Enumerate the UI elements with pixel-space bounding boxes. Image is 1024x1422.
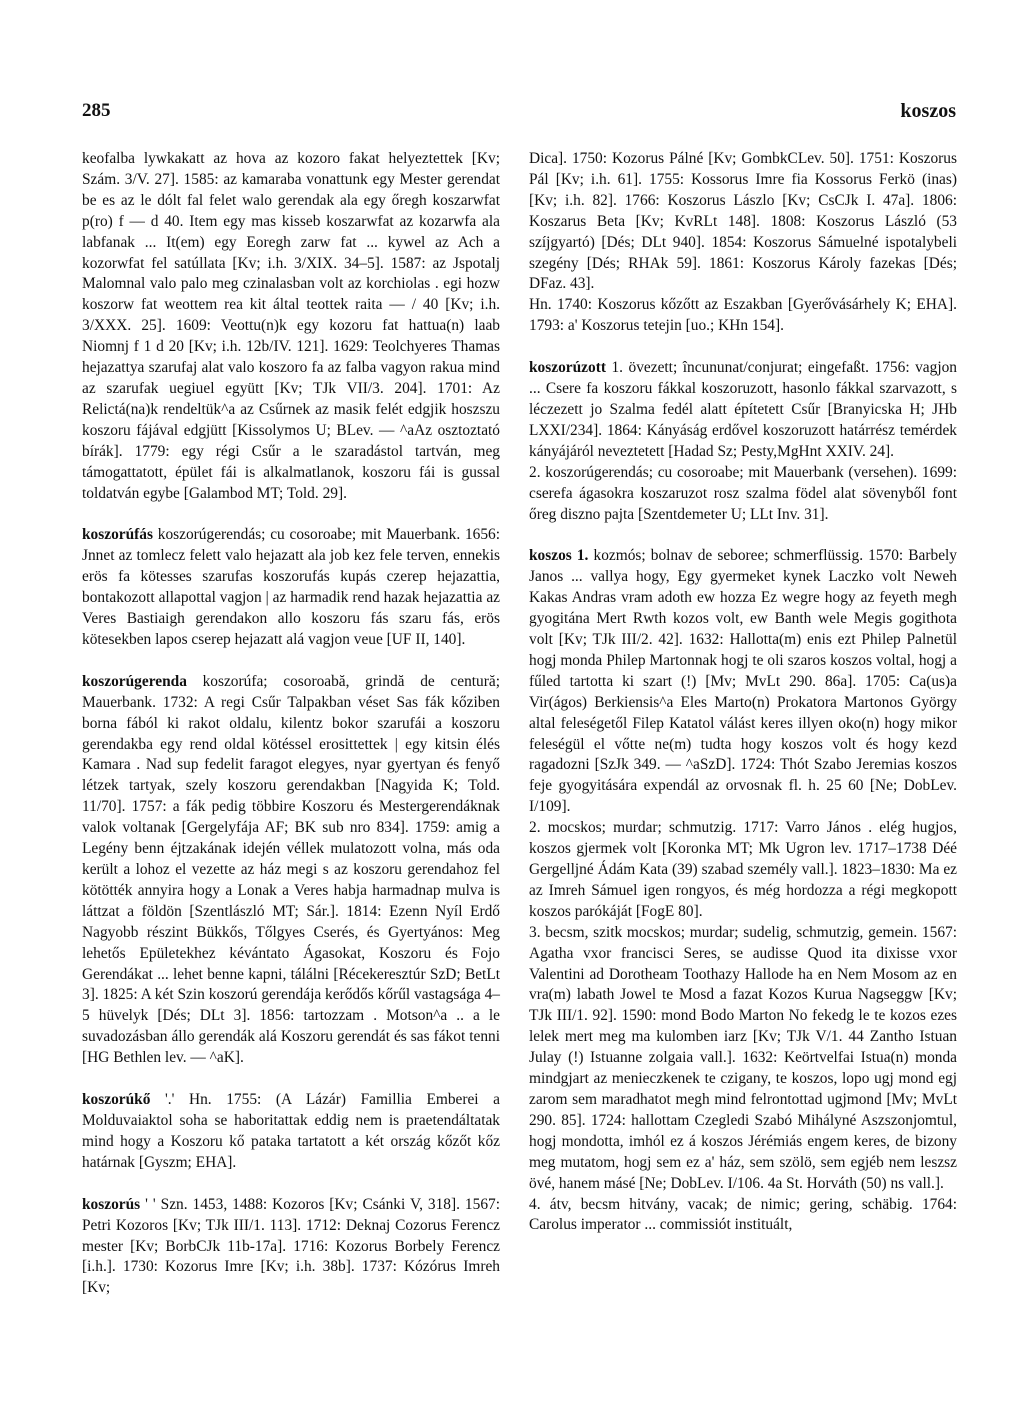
paragraph-text: 2. mocskos; murdar; schmutzig. 1717: Varro János . elég hugjos, koszos gjermek volt [Koronka MT; Mk Ugron lev. 1717–1738 Déé Gergelljné Ádám Kata (39) szabad személy vall.]. 1823–1830: Ma ez az Imreh Sámuel igen rongyos, és még hordozza a régi megkopott koszos parókáját [FogE 80]. [529, 819, 957, 920]
paragraph-text: 4. átv, becsm hitvány, vacak; de nimic; gering, schäbig. 1764: Carolus imperator ... commissiót instituált, [529, 1195, 957, 1234]
entry-text: 1. övezett; încununat/conjurat; eingefaßt. 1756: vagjon ... Csere fa koszoru fákkal koszoruzott, hasonlo fákkal szarvazott, s léczezett jo Szalma fedél alatt építetett Csűr [Branyicska H; JHb LXXI/234]. 1864: Kányáság erdővel koszoruzott határrész temérdek kányájáról neveztetett [Hadad Sz; Pesty,MgHnt XXIV. 24]. [529, 359, 957, 460]
headword: koszorúfás [82, 526, 153, 544]
paragraph-text: 3. becsm, szitk mocskos; murdar; sudelig, schmutzig, gemein. 1567: Agatha vxor francisci Seres, se audisse Quod ita dixisse vxor Valentini ad Dorotheam Toothazy Hallode ha en Nem Mosom az en vra(m) labath Jowel te Mosd a fazat Kozos Kurua Nagseggw [Kv; TJk III/1. 92]. 1590: mond Bodo Marton No fekedg le te kozos ezes lelek mert meg ma kulomben iarz [Kv; TJk V/1. 44 Zantho Istuan Julay (!) Istuanne zolgaia vall.]. 1632: Keörtvelfai Istua(n) monda mindgjart az menieczkenek te czigany, te koszos, lopo ugj mond egj zarom sem maradhatot megh mind felrontottad ugjmond [Mv; MvLt 290. 85]. 1724: hallottam Czegledi Szabó Mihályné Aszszonjomtul, hogj mondotta, imhól ez á koszos Jérémiás engem keres, de bizony meg mutatom, hogj sem ez a' ház, sem szölö, sem egjéb nem leszsz övé, hanem másé [Ne; DobLev. I/106. 4a St. Horváth (50) ns vall.]. [529, 923, 957, 1192]
paragraph-text: Dica]. 1750: Kozorus Pálné [Kv; GombkCLev. 50]. 1751: Koszorus Pál [Kv; i.h. 61]. 1755: Kossorus Imre fia Kossorus Ferkö (inas) [Kv; i.h. 82]. 1766: Koszorus Lászlo [Kv; CsCJk I. 47a]. 1806: Koszarus Beta [Kv; KvRLt 148]. 1808: Koszorus László (53 szíjgyartó) [Dés; DLt 940]. 1854: Koszorus Sámuelné ispotalybeli szegény [Dés; RHAk 59]. 1861: Koszorus Károly fazekas [Dés; DFaz. 43]. [529, 150, 957, 293]
paragraph [529, 1195, 957, 1237]
headword: koszorúkő [82, 1091, 151, 1109]
page-number: 285 [82, 100, 111, 121]
paragraph-text: 2. koszorúgerendás; cu cosoroabe; mit Mauerbank (versehen). 1699: cserefa ágasokra koszaruzot rosz szalma födel alat sövenyből font őreg diszno pajta [Szentdemeter U; LLt Inv. 31]. [529, 463, 957, 523]
headword: koszos 1. [529, 547, 589, 565]
paragraph-text: Hn. 1740: Koszorus kőzőtt az Eszakban [Gyerővásárhely K; EHA]. 1793: a' Koszorus tetejin [uo.; KHn 154]. [529, 296, 957, 335]
entry-text: koszorúfa; cosoroabă, grindă de centură; Mauerbank. 1732: A regi Csűr Talpakban véset Sas fák kőziben borna fából ki rakot oldalu, kilentz bokor szarufái a koszoru gerendakba egy rend oldal kötéssel erosittettek | egy kitsin élés Kamara . Nad sup fedelit faragot elegyes, nyar gyertyan és fenyő létzek tartyak, szely koszoru gerendakban [Nagyida K; Told. 11/70]. 1757: a fák pedig többire Koszoru és Mestergerendáknak valok voltanak [Gergelyfája AF; BK sub nro 834]. 1759: amig a Legény benn éjtzakának idején véllek mulatozott volna, más oda került a lohoz el vezette az ház megi s az koszoru gerendahoz fel kötötték annyira hogy a Lonak a Veres habja harmadnap mulva is láttzat a földön [Szentlászló MT; Sár.]. 1814: Ezenn Nyíl Erdő Nagyobb részint Bükkős, Tőlgyes Cserés, és Gyertyános: Meg lehetős Epületekhez kévántato Ágasokat, Koszoru és Fojo Gerendákat ... lehet benne kapni, tálálni [Récekeresztúr SzD; BetLt 3]. 1825: A két Szin koszorú gerendája kerődős kőrűl vastagsága 4–5 hüvelyk [Dés; DLt 3]. 1856: tartozzam . Motson^a .. a le suvadozásban állo gerendák alá Koszoru gerendát és sas fákot tenni [HG Bethlen lev. — ^aK]. [82, 672, 500, 1067]
entry-text: kozmós; bolnav de seboree; schmerflüssig. 1570: Barbely Janos ... vallya hogy, Egy gyermeket kynek Laczko volt Neweh Kakas Andras vram adoth ew hozza Ez wegre hogy az feyeth megh gyogitána Mert Rwth kozos volt, ew Banth wele Megis gogithota volt [Kv; TJk III/2. 42]. 1632: Hallotta(m) enis ezt Philep Palnetül hogj monda Philep Martonnak hogj te oli szaros koszos voltal, hogj a fűled tartotta ki szart (!) [Mv; MvLt 290. 86a]. 1705: Ca(us)a Vir(ágos) Berkiensis^a Eles Marto(n) Prokatora Martonos György altal feleségetől Filep Katatol válást keres illyen oko(n) hogy mikor feleségül el vőtte ne(m) tudta hogy koszos volt és hogy kezd ragadozni [SzJk 349. — ^aSzD]. 1724: Thót Szabo Jeremias koszos feje gyogyitására expendál az orvosnak fl. h. 25 60 [Ne; DobLev. I/109]. [529, 547, 957, 816]
headword: koszorús [82, 1195, 141, 1213]
running-head: koszos [900, 100, 956, 122]
left-column [82, 149, 500, 1299]
paragraph [82, 149, 500, 504]
entry-text: ' ' Szn. 1453, 1488: Kozoros [Kv; Csánki V, 318]. 1567: Petri Kozoros [Kv; TJk III/1. 113]. 1712: Deknaj Cozorus Ferencz mester [Kv; BorbCJk 11b-17a]. 1716: Kozorus Borbely Ferencz [i.h.]. 1730: Kozorus Imre [Kv; i.h. 38b]. 1737: Kózórus Imreh [Kv; [82, 1195, 500, 1297]
paragraph-text: keofalba lywkakatt az hova az kozoro fakat helyeztettek [Kv; Szám. 3/V. 27]. 1585: az kamaraba vonattunk egy Mester gerendat be es az le dólt fal felet walo gerendak ala egy őregh koszarwfat p(ro) f — d 40. Item egy mas kisseb koszarwfat az kozarwfa ala labfanak ... It(em) egy Eoregh zarw fat ... kywel az Ach a kozorwfat fel satúllata [Kv; i.h. 3/XIX. 34–5]. 1587: az Jspotalj Malomnal valo palo meg czinalasban volt az korchiolas . egi hozw koszorw fat weottem rea kit által teottek raita — / 40 [Kv; i.h. 3/XXX. 25]. 1609: Veottu(n)k egy kozoru fat hattua(n) laab Niomnj f 1 d 20 [Kv; i.h. 12b/IV. 121]. 1629: Teolchyeres Thamas hejazattya szarufaj alat valo koszoro fa az falba vagyon rakua mind az szarufak uegiuel együtt [Kv; TJk VII/3. 204]. 1701: Az Relictá(na)k rendeltük^a az Csűrnek az masik felét edgjik hoszszu koszoru fájával edgjütt [Kissolymos U; BLev. — ^aAz osztoztató bírák]. 1779: egy régi Csűr a le szaradástol tartván, meg támogattatott, épület fái is alkalmatlanok, koszoru fái is gussal toldatván egybe [Galambod MT; Told. 29]. [82, 150, 500, 502]
headword: koszorúzott [529, 359, 606, 377]
right-column [529, 149, 957, 1236]
page-header [82, 100, 956, 134]
paragraph [529, 923, 957, 1195]
dictionary-entry [82, 672, 500, 1069]
paragraph [529, 818, 957, 923]
dictionary-entry [529, 358, 957, 463]
dictionary-entry [82, 1090, 500, 1174]
paragraph [529, 295, 957, 337]
paragraph [529, 149, 957, 295]
dictionary-entry [82, 1195, 500, 1300]
headword: koszorúgerenda [82, 672, 187, 690]
entry-text: koszorúgerendás; cu cosoroabe; mit Mauerbank. 1656: Jnnet az tomlecz felett valo hejazatt ala job kez fele terven, ennekis erös fa kötesses szarufas koszorufás kupás czerep hejazattia, bontakozott allapottal vagjon | az harmadik rend hazak hejazattia az Veres Bastiaigh gerendakon allo koszoru fás szaru fás, erös kötesekben lapos cserep hejazatt alá vagjon veue [UF II, 140]. [82, 526, 501, 648]
paragraph [529, 463, 957, 526]
dictionary-entry [529, 546, 957, 818]
dictionary-entry [82, 525, 500, 650]
entry-text: '.' Hn. 1755: (A Lázár) Famillia Emberei a Molduvaiaktol soha se haboritattak eddig nem is praetendáltatak mind hogy a Koszoru kő pataka tartatott a két ország kőzőt kőz határnak [Gyszm; EHA]. [82, 1091, 500, 1171]
